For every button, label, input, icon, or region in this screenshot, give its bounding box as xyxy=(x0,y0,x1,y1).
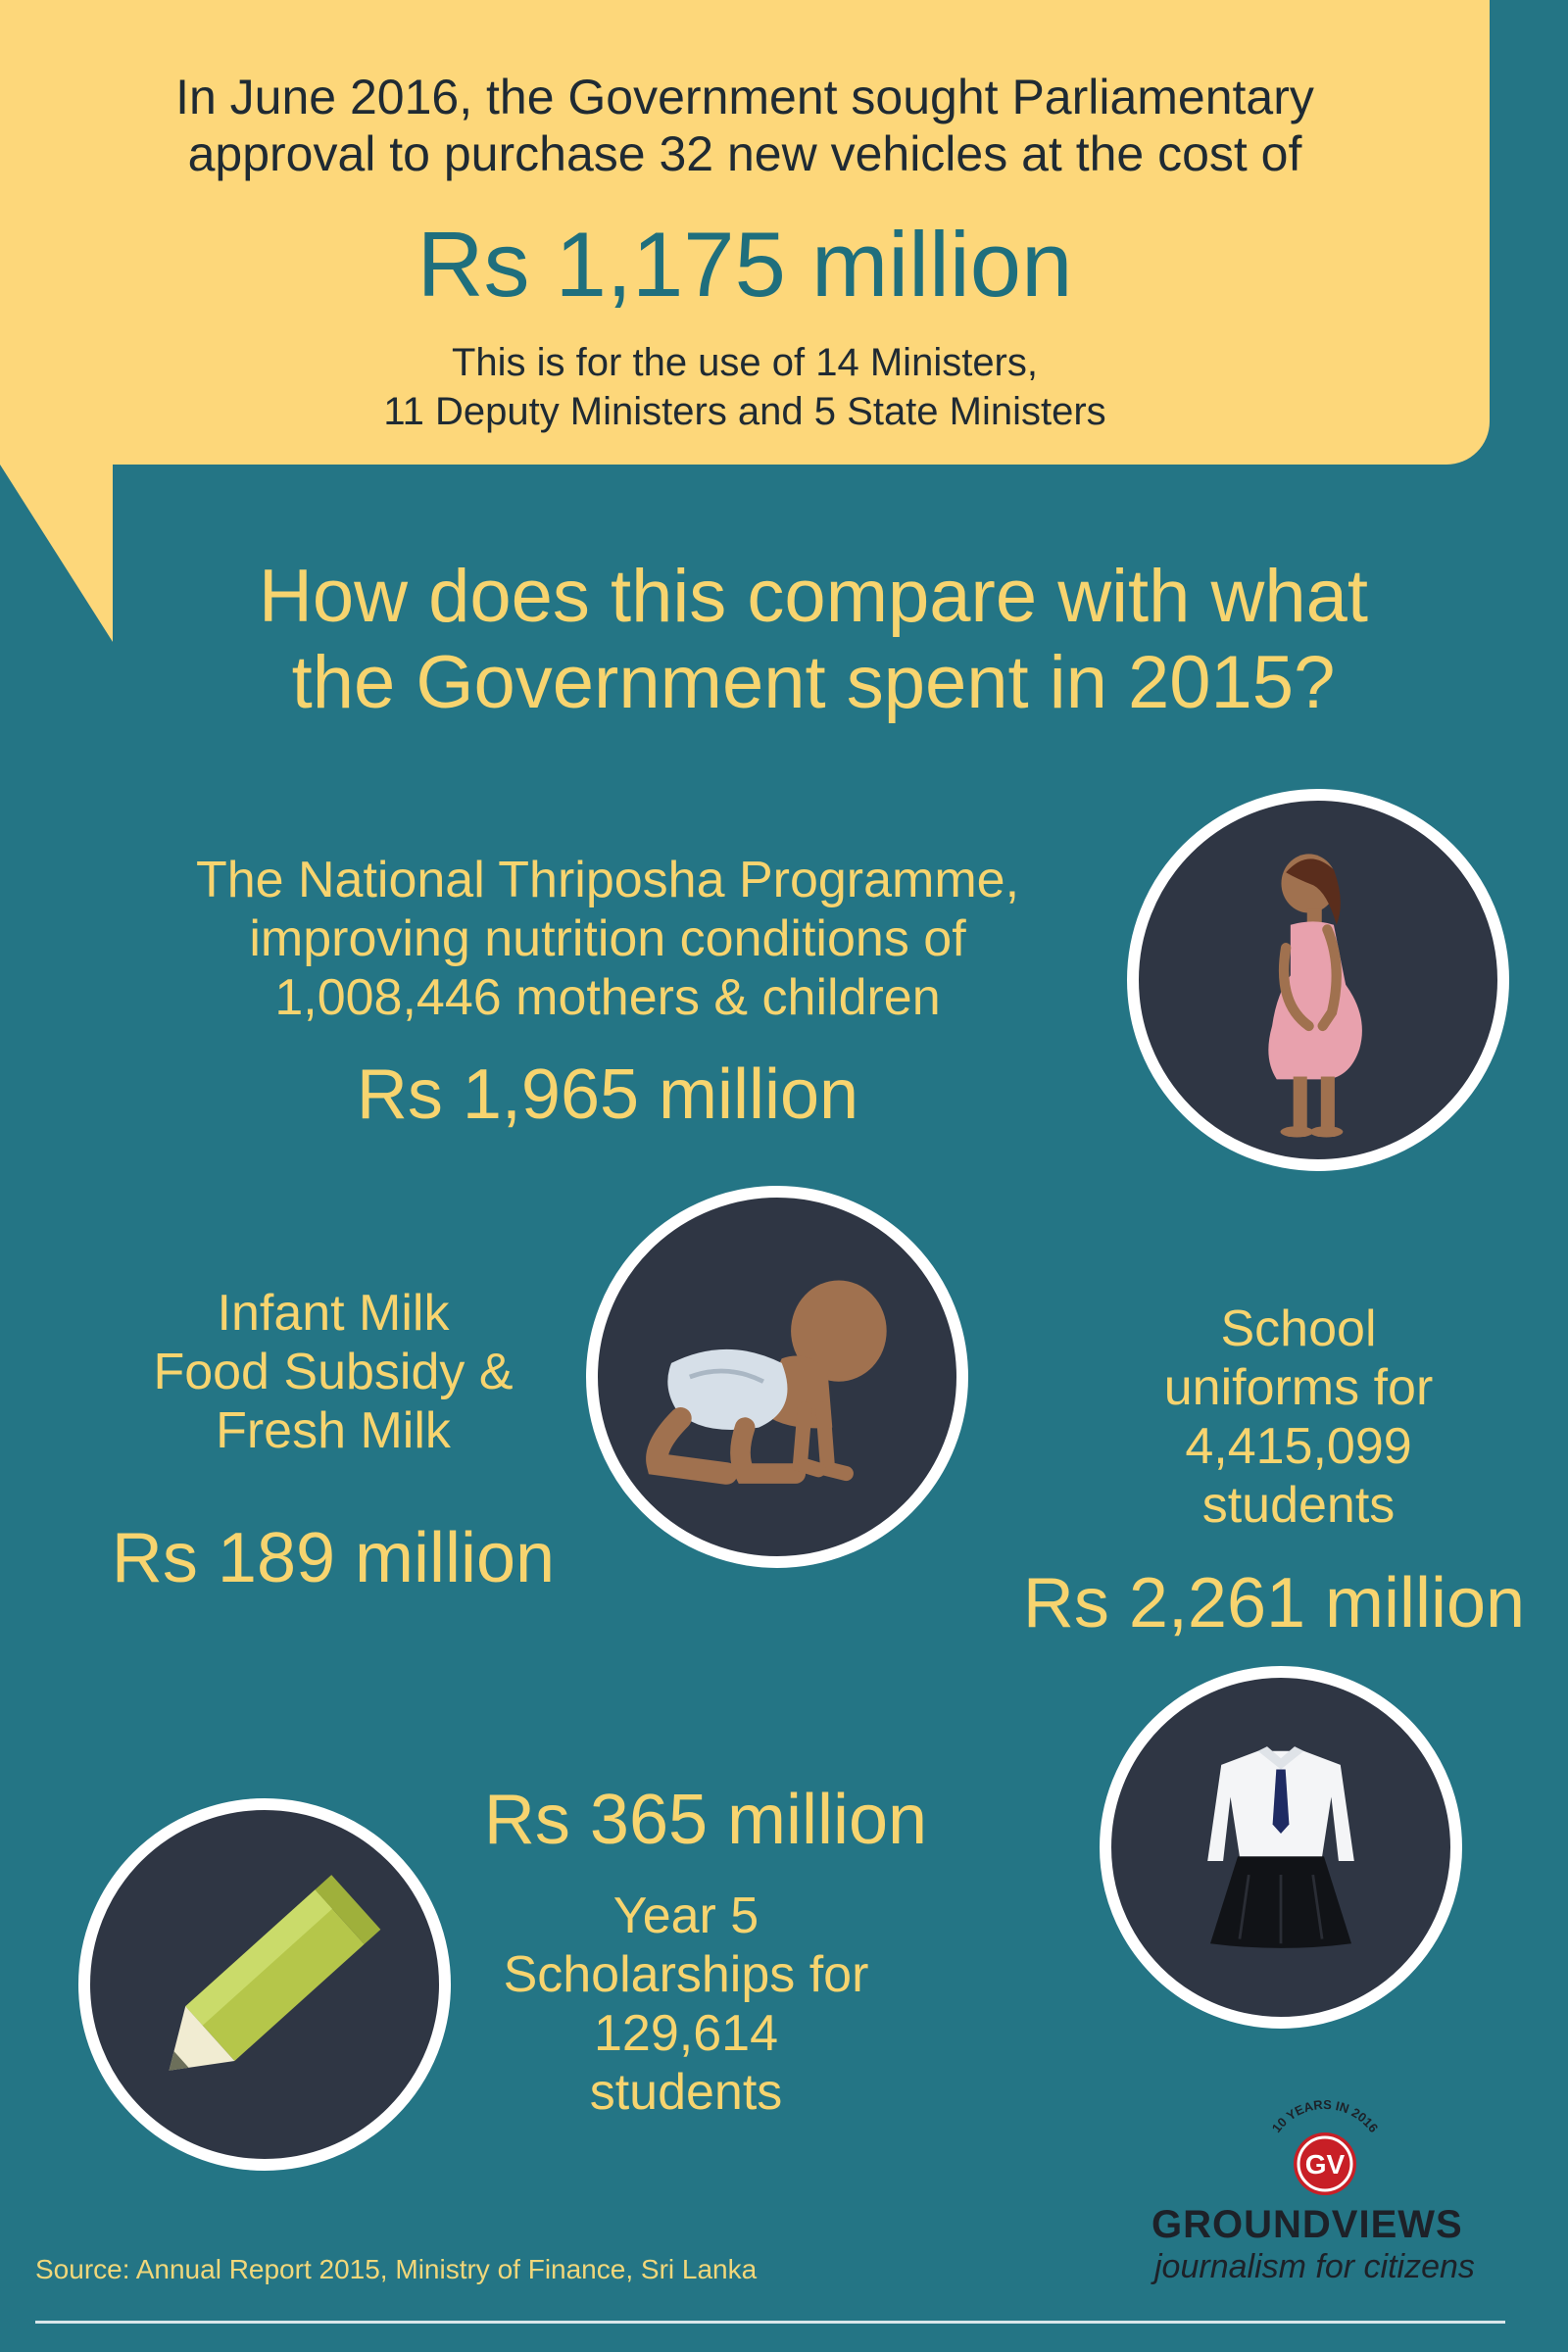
ministers-line-2: 11 Deputy Ministers and 5 State Ministers xyxy=(383,390,1106,433)
groundviews-logo-name: GROUNDVIEWS xyxy=(1152,2203,1463,2246)
badge-arc-text: 10 YEARS IN 2016 xyxy=(1268,2096,1382,2135)
thriposha-description xyxy=(118,851,1098,1027)
groundviews-badge-logo xyxy=(1247,2087,1403,2205)
school-uniform-icon xyxy=(1100,1666,1462,2029)
ministers-line-1: This is for the use of 14 Ministers, xyxy=(451,341,1038,384)
vehicle-cost-amount: Rs 1,175 million xyxy=(416,213,1073,316)
footer-divider xyxy=(35,2321,1505,2324)
pregnant-woman-icon xyxy=(1127,789,1509,1171)
question-line-1: How does this compare with what xyxy=(258,555,1369,638)
scholarships-description xyxy=(431,1886,941,2122)
pencil-icon xyxy=(78,1798,451,2171)
scholarships-line-2: Scholarships for xyxy=(503,1946,869,2003)
comparison-question xyxy=(127,554,1499,726)
infant-milk-line-2: Food Subsidy & xyxy=(153,1344,514,1400)
badge-initials: GV xyxy=(1304,2149,1346,2180)
scholarships-line-3: 129,614 xyxy=(594,2005,778,2062)
intro-line-1: In June 2016, the Government sought Parliamentary xyxy=(175,70,1314,124)
infant-milk-line-1: Infant Milk xyxy=(217,1285,450,1342)
scholarships-amount: Rs 365 million xyxy=(483,1781,928,1859)
infant-milk-description xyxy=(78,1284,588,1460)
uniforms-line-2: uniforms for xyxy=(1163,1359,1434,1416)
groundviews-tagline: journalism for citizens xyxy=(1154,2248,1475,2285)
thriposha-line-1: The National Thriposha Programme, xyxy=(195,852,1020,908)
question-line-2: the Government spent in 2015? xyxy=(291,641,1336,724)
thriposha-line-2: improving nutrition conditions of xyxy=(249,910,966,967)
thriposha-amount: Rs 1,965 million xyxy=(356,1055,859,1134)
uniforms-line-4: students xyxy=(1201,1477,1396,1534)
uniforms-line-1: School xyxy=(1220,1300,1377,1357)
crawling-baby-icon xyxy=(586,1186,968,1568)
ministers-text xyxy=(39,338,1450,436)
intro-text xyxy=(39,69,1450,182)
uniforms-description xyxy=(1078,1299,1519,1535)
source-citation: Source: Annual Report 2015, Ministry of Finance, Sri Lanka xyxy=(35,2254,758,2284)
infant-milk-line-3: Fresh Milk xyxy=(216,1402,451,1459)
scholarships-line-1: Year 5 xyxy=(612,1887,760,1944)
uniforms-line-3: 4,415,099 xyxy=(1185,1418,1412,1475)
svg-text:10 YEARS IN 2016 xyxy=(1269,2097,1381,2135)
thriposha-line-3: 1,008,446 mothers & children xyxy=(274,969,941,1026)
intro-line-2: approval to purchase 32 new vehicles at the cost of xyxy=(187,126,1302,181)
scholarships-line-4: students xyxy=(589,2064,783,2121)
infant-milk-amount: Rs 189 million xyxy=(111,1519,556,1597)
uniforms-amount: Rs 2,261 million xyxy=(1022,1564,1526,1642)
